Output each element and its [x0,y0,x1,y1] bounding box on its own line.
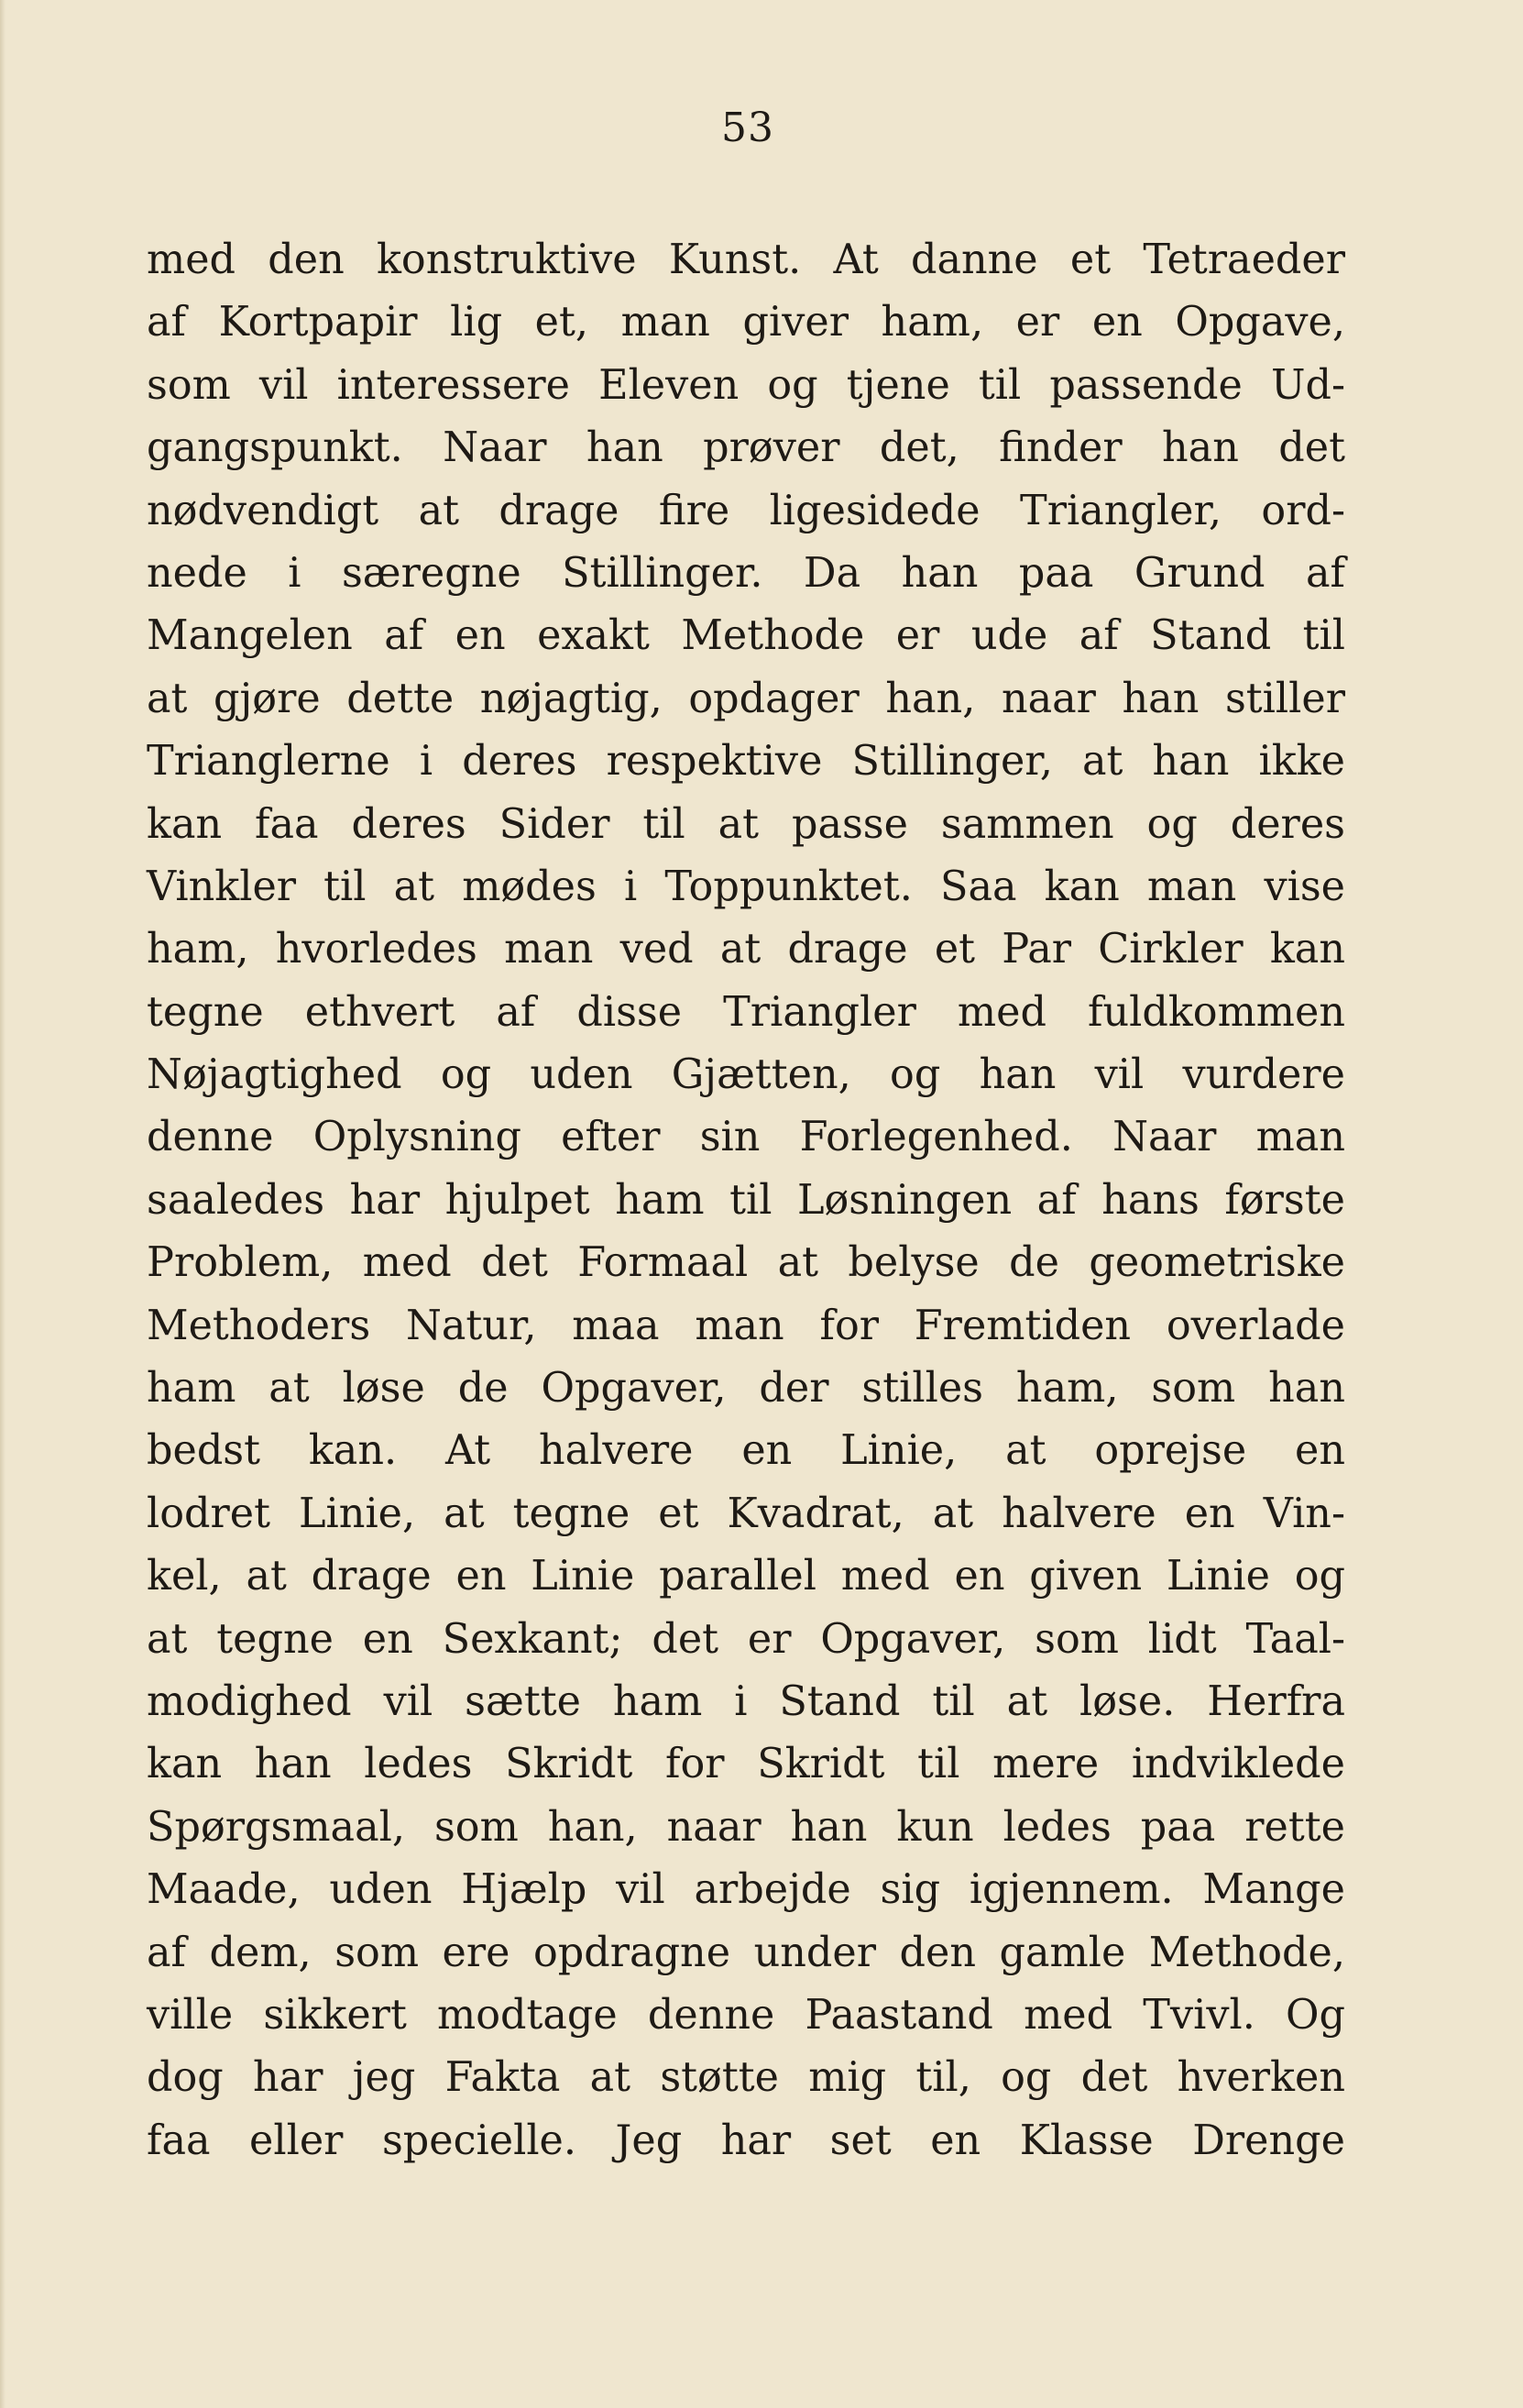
text-line: bedst kan. At halvere en Linie, at oprejse en [147,1427,1345,1475]
text-line: Methoders Natur, maa man for Fremtiden overlade [147,1302,1345,1349]
text-line: nødvendigt at drage fire ligesidede Triangler, ord- [147,487,1345,534]
body-text [147,229,1345,2172]
text-line: tegne ethvert af disse Triangler med fuldkommen [147,988,1345,1036]
text-line: Mangelen af en exakt Methode er ude af Stand til [147,612,1345,660]
page-edge [0,0,5,2408]
text-line: Problem, med det Formaal at belyse de geometriske [147,1239,1345,1287]
text-line: ham, hvorledes man ved at drage et Par Cirkler kan [147,926,1345,973]
text-line: Vinkler til at mødes i Toppunktet. Saa kan man vise [147,863,1345,910]
text-line: dog har jeg Fakta at støtte mig til, og det hverken [147,2054,1345,2102]
text-line: kan han ledes Skridt for Skridt til mere indviklede [147,1741,1345,1788]
text-line: Maade, uden Hjælp vil arbejde sig igjennem. Mange [147,1866,1345,1914]
text-line: som vil interessere Eleven og tjene til passende Ud- [147,361,1345,409]
text-line: faa eller specielle. Jeg har set en Klasse Drenge [147,2117,1345,2164]
text-line: Trianglerne i deres respektive Stillinger, at han ikke [147,738,1345,786]
text-line: lodret Linie, at tegne et Kvadrat, at halvere en Vin- [147,1490,1345,1537]
text-line: at tegne en Sexkant; det er Opgaver, som lidt Taal- [147,1615,1345,1663]
text-line: kan faa deres Sider til at passe sammen og deres [147,800,1345,848]
text-line: af dem, som ere opdragne under den gamle Methode, [147,1929,1345,1976]
text-line: Nøjagtighed og uden Gjætten, og han vil vurdere [147,1051,1345,1099]
text-line: kel, at drage en Linie parallel med en given Linie og [147,1553,1345,1600]
text-line: saaledes har hjulpet ham til Løsningen af hans første [147,1176,1345,1224]
text-line: modighed vil sætte ham i Stand til at løse. Herfra [147,1677,1345,1725]
text-line: gangspunkt. Naar han prøver det, finder han det [147,424,1345,472]
text-line: af Kortpapir lig et, man giver ham, er en Opgave, [147,299,1345,346]
page-number: 53 [721,104,774,151]
text-line: at gjøre dette nøjagtig, opdager han, naar han stiller [147,675,1345,722]
text-line: ville sikkert modtage denne Paastand med Tvivl. Og [147,1991,1345,2039]
text-line: denne Oplysning efter sin Forlegenhed. Naar man [147,1114,1345,1161]
text-line: Spørgsmaal, som han, naar han kun ledes paa rette [147,1803,1345,1851]
text-line: med den konstruktive Kunst. At danne et Tetraeder [147,236,1345,283]
text-line: ham at løse de Opgaver, der stilles ham, som han [147,1365,1345,1413]
text-line: nede i særegne Stillinger. Da han paa Grund af [147,549,1345,597]
